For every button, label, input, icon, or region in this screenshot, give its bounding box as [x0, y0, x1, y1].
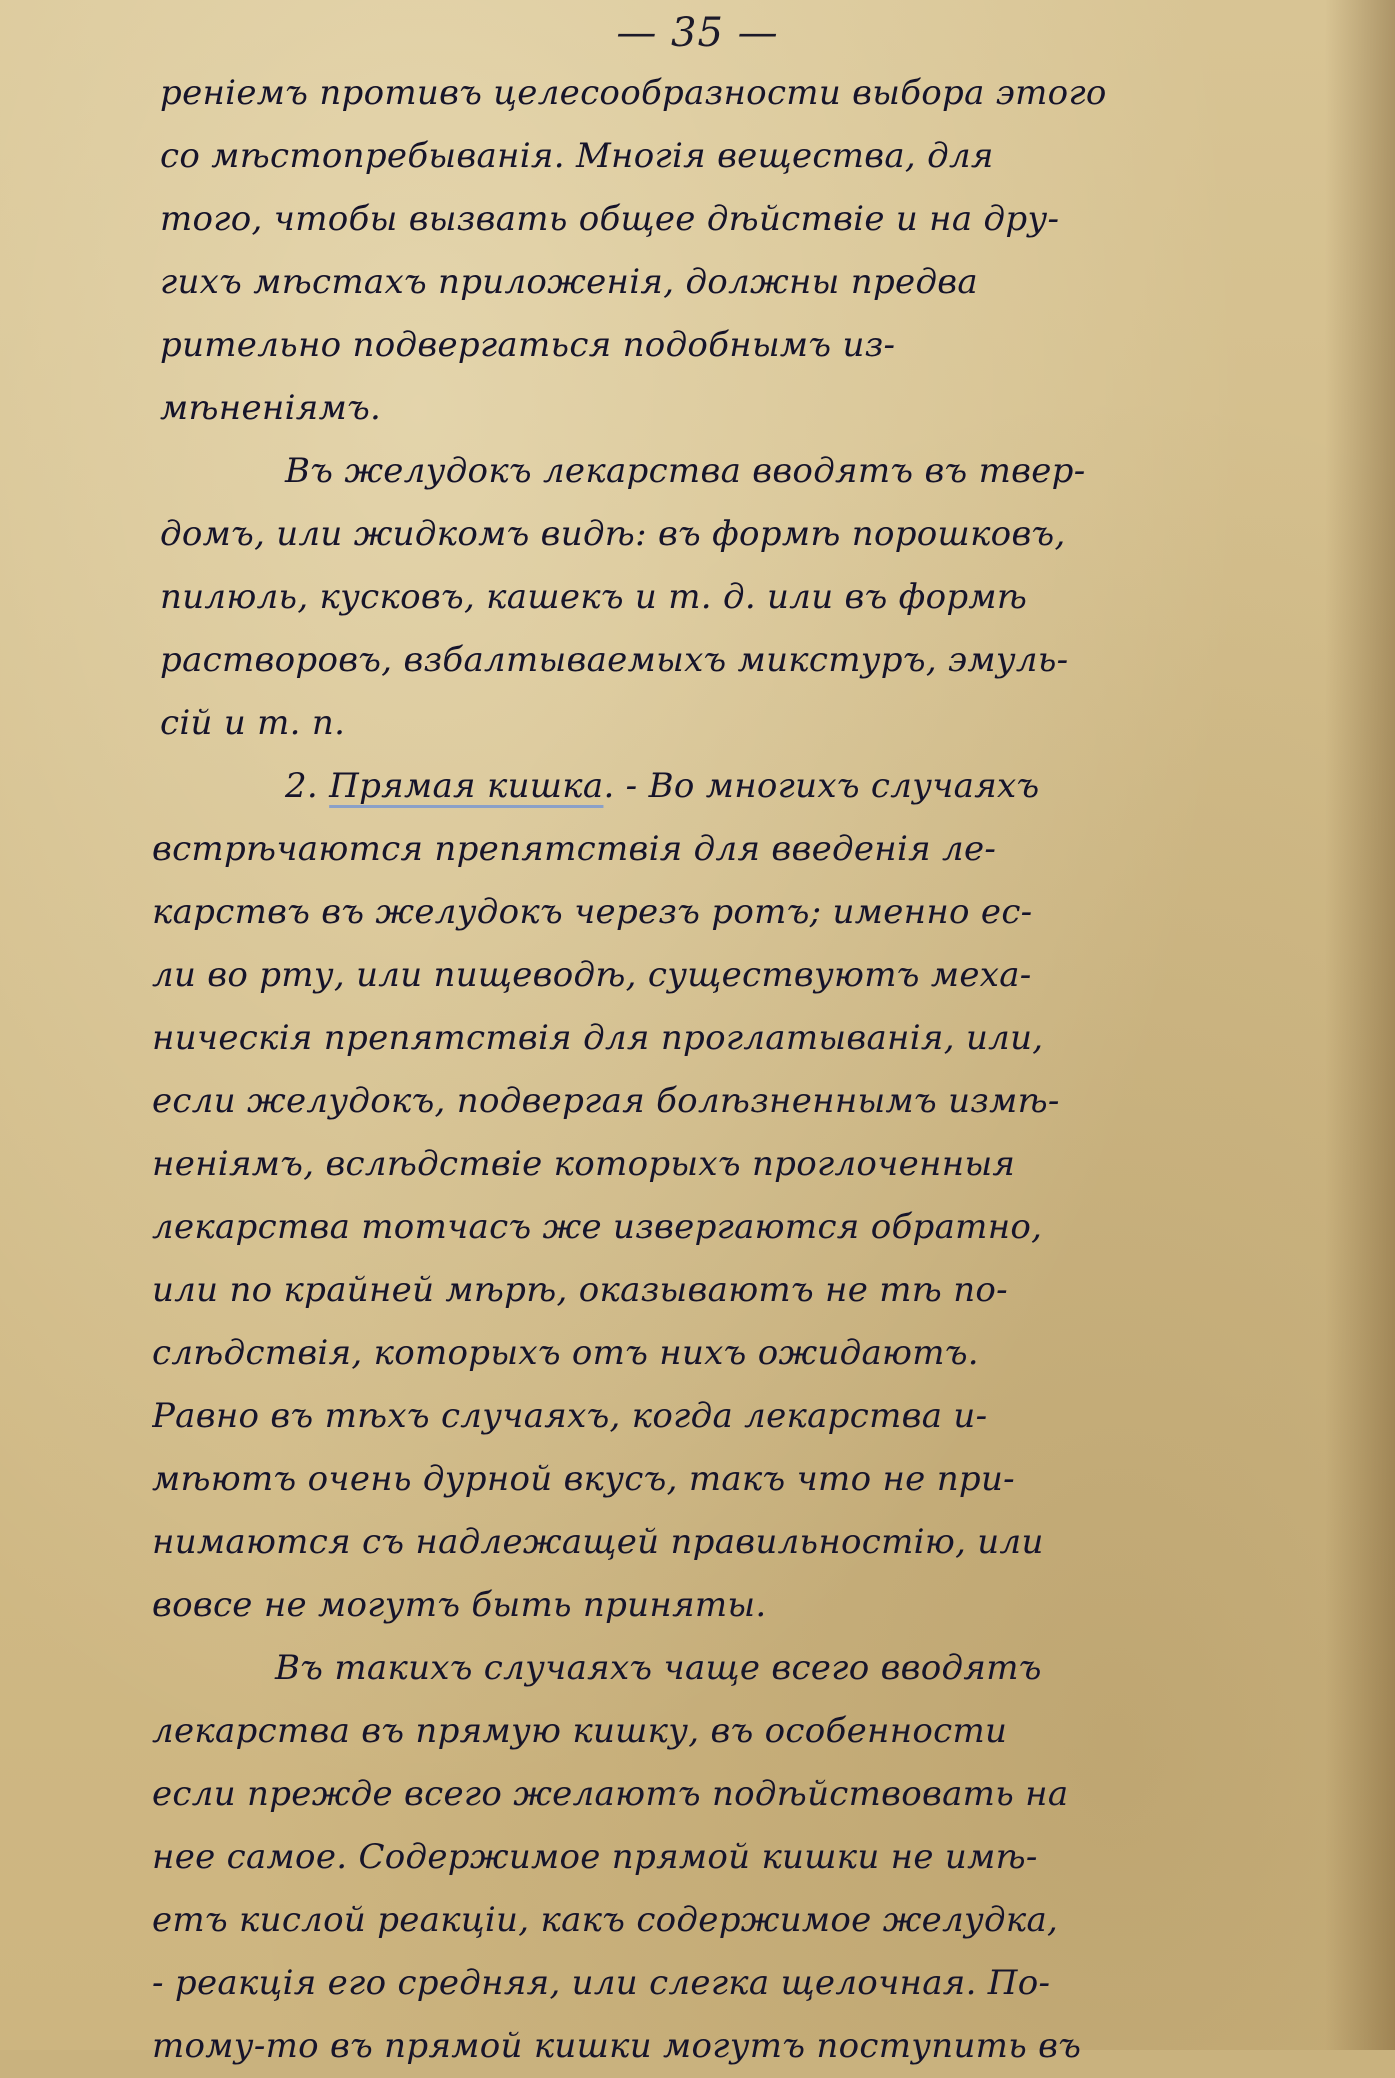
section-heading-text: 2. Прямая кишка. - Во многихъ случаяхъ [285, 766, 1040, 806]
text-line: - реакцiя его средняя, или слегка щелочная. По- [152, 1963, 1051, 2003]
text-line: вовсе не могутъ быть приняты. [152, 1585, 767, 1625]
text-line: карствъ въ желудокъ черезъ ротъ; именно ес- [152, 892, 1033, 932]
text-line: домъ, или жидкомъ видѣ: въ формѣ порошковъ, [160, 514, 1066, 554]
text-line: лекарства тотчасъ же извергаются обратно, [152, 1207, 1043, 1247]
page-number: — 35 — [616, 10, 779, 56]
text-line: мѣненiямъ. [160, 388, 382, 428]
text-line: слѣдствiя, которыхъ отъ нихъ ожидаютъ. [152, 1333, 979, 1373]
text-line: лекарства въ прямую кишку, въ особенности [152, 1711, 1008, 1751]
text-line: ненiямъ, вслѣдствiе которыхъ проглоченныя [152, 1144, 1016, 1184]
text-line: если желудокъ, подвергая болѣзненнымъ измѣ- [152, 1081, 1060, 1121]
text-line: рительно подвергаться подобнымъ из- [160, 325, 896, 365]
text-line: со мѣстопребыванiя. Многiя вещества, для [160, 136, 994, 176]
text-line: того, чтобы вызвать общее дѣйствiе и на дру- [160, 199, 1060, 239]
text-line: гихъ мѣстахъ приложенiя, должны предва [160, 262, 978, 302]
text-line: ническiя препятствiя для проглатыванiя, или, [152, 1018, 1044, 1058]
text-line: сiй и т. п. [160, 703, 346, 743]
text-line: если прежде всего желаютъ подѣйствовать на [152, 1774, 1069, 1814]
text-line: встрѣчаются препятствiя для введенiя ле- [152, 829, 997, 869]
paragraph-start-line: Въ такихъ случаяхъ чаще всего вводятъ [275, 1648, 1042, 1688]
paragraph-start-line: Въ желудокъ лекарства вводятъ въ твер- [285, 451, 1086, 491]
handwritten-text-body [152, 62, 1355, 2078]
text-line: Равно въ тѣхъ случаяхъ, когда лекарства и- [152, 1396, 988, 1436]
text-line: нее самое. Содержимое прямой кишки не имѣ- [152, 1837, 1038, 1877]
text-line: или по крайней мѣрѣ, оказываютъ не тѣ по- [152, 1270, 1008, 1310]
underlined-heading-phrase: Прямая кишка [329, 766, 604, 806]
section-heading-line [160, 755, 1355, 818]
text-line: етъ кислой реакцiи, какъ содержимое желудка, [152, 1900, 1059, 1940]
text-line: пилюль, кусковъ, кашекъ и т. д. или въ формѣ [160, 577, 1028, 617]
text-line: мѣютъ очень дурной вкусъ, такъ что не при- [152, 1459, 1015, 1499]
text-line: растворовъ, взбалтываемыхъ микстуръ, эмуль- [160, 640, 1069, 680]
text-line: нимаются съ надлежащей правильностiю, или [152, 1522, 1044, 1562]
text-line: ли во рту, или пищеводѣ, существуютъ меха- [152, 955, 1032, 995]
text-line: тому-то въ прямой кишки могутъ поступить въ [152, 2026, 1082, 2066]
text-line: ренiемъ противъ целесообразности выбора этого [160, 73, 1107, 113]
